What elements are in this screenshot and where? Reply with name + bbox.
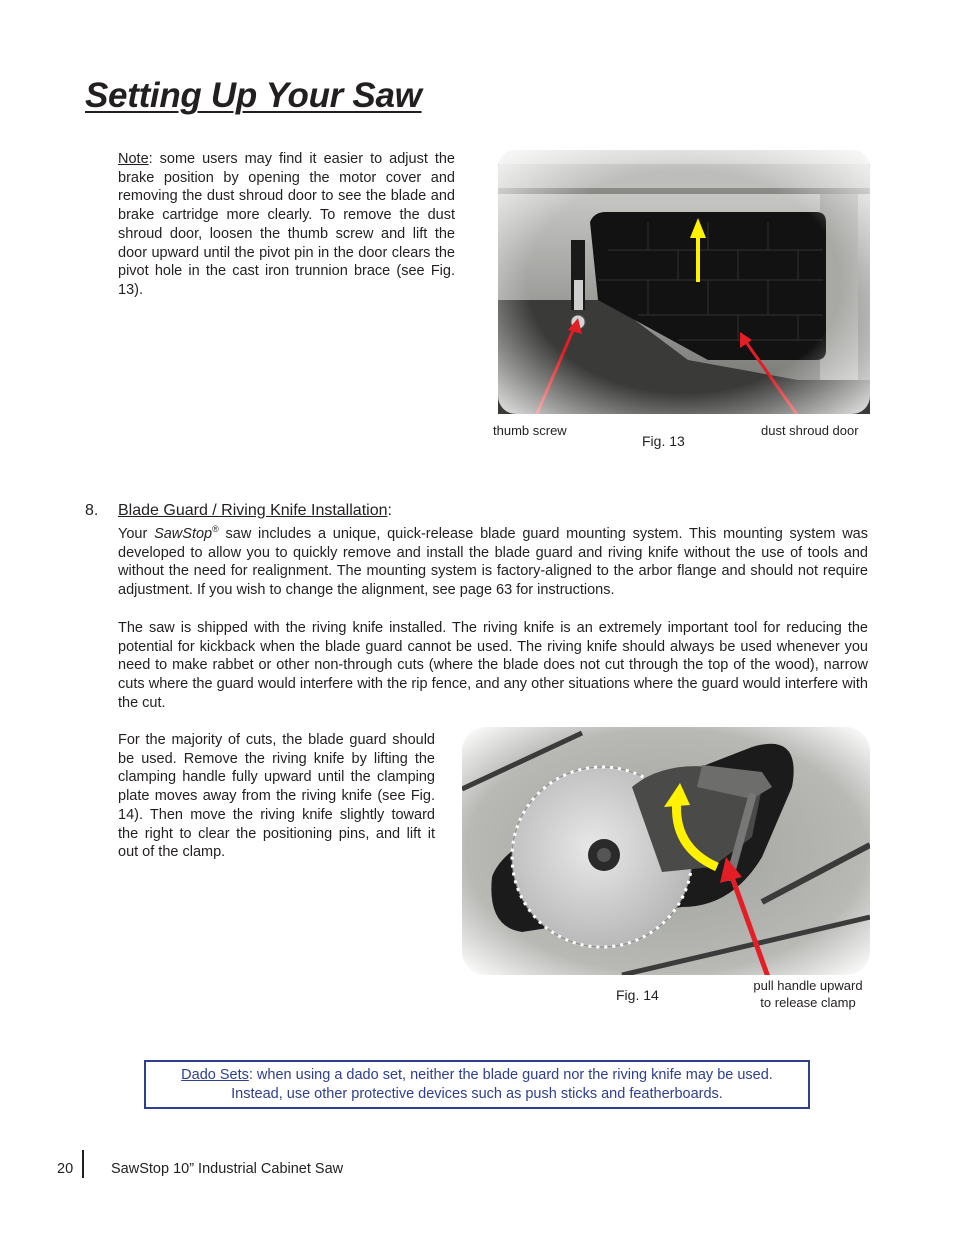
- dado-line-1: [146, 1066, 808, 1085]
- dado-label: Dado Sets: [181, 1067, 249, 1083]
- step-heading-text: Blade Guard / Riving Knife Installation: [118, 502, 388, 519]
- footer-document-title: SawStop 10” Industrial Cabinet Saw: [111, 1161, 344, 1177]
- note-label: Note: [118, 151, 149, 167]
- paragraph-riving-knife: The saw is shipped with the riving knife installed. The riving knife is an extremely important tool for reducing the potential for kickback when the blade guard cannot be used. The riving knife should always be used whenever you need to make rabbet or other non-through cuts (where the blade does not cut through the top of the wood), narrow cuts where the guard would interfere with the rip fence, and any other situations where the guard would interfere with the cut.: [118, 620, 868, 711]
- callout-thumb-screw: thumb screw: [493, 423, 567, 438]
- callout-dust-shroud-door: dust shroud door: [761, 423, 859, 438]
- figure-14-label: Fig. 14: [616, 987, 659, 1003]
- para1-text: saw includes a unique, quick-release blade guard mounting system. This mounting system was developed to allow you to quickly remove and install the blade guard and riving knife without the use of tools and without the need for realignment. The mounting system is factory-aligned to the arbor flange and should not require adjustment. If you wish to change the alignment, see page 63 for instructions.: [118, 526, 869, 599]
- dado-line-2: Instead, use other protective devices such as push sticks and featherboards.: [231, 1085, 723, 1102]
- step-heading: [118, 502, 392, 520]
- dado-sets-warning-box: [144, 1060, 810, 1109]
- dado-line1-text: : when using a dado set, neither the blade guard nor the riving knife may be used.: [248, 1067, 773, 1083]
- figure-14-image: [462, 727, 870, 975]
- callout-pull-line1: pull handle upward: [753, 978, 863, 993]
- callout-pull-handle: [742, 977, 874, 1011]
- figure-13-image: [498, 150, 870, 414]
- step-number: 8.: [85, 502, 99, 519]
- para1-prefix: Your: [118, 526, 155, 542]
- page-title: Setting Up Your Saw: [85, 76, 422, 115]
- note-paragraph: [118, 150, 455, 300]
- callout-pull-line2: to release clamp: [760, 995, 856, 1010]
- registered-mark: ®: [212, 524, 219, 535]
- page-number: 20: [57, 1161, 74, 1177]
- brand-name: SawStop: [154, 526, 213, 542]
- note-text: : some users may find it easier to adjust the brake position by opening the motor cover and removing the dust shroud door to see the blade and brake cartridge more clearly. To remove the dust shroud door, loosen the thumb screw and lift the door upward until the pivot pin in the door clears the pivot hole in the cast iron trunnion brace (see Fig. 13).: [118, 151, 455, 298]
- figure-13-label: Fig. 13: [642, 433, 685, 449]
- step-heading-suffix: :: [387, 502, 392, 519]
- paragraph-remove-riving-knife: For the majority of cuts, the blade guard should be used. Remove the riving knife by lifting the clamping handle fully upward until the clamping plate moves away from the riving knife (see Fig. 14). Then move the riving knife slightly toward the right to clear the positioning pins, and lift it out of the clamp.: [118, 732, 435, 861]
- paragraph-mounting-system: [118, 525, 868, 600]
- footer-divider: [82, 1150, 84, 1178]
